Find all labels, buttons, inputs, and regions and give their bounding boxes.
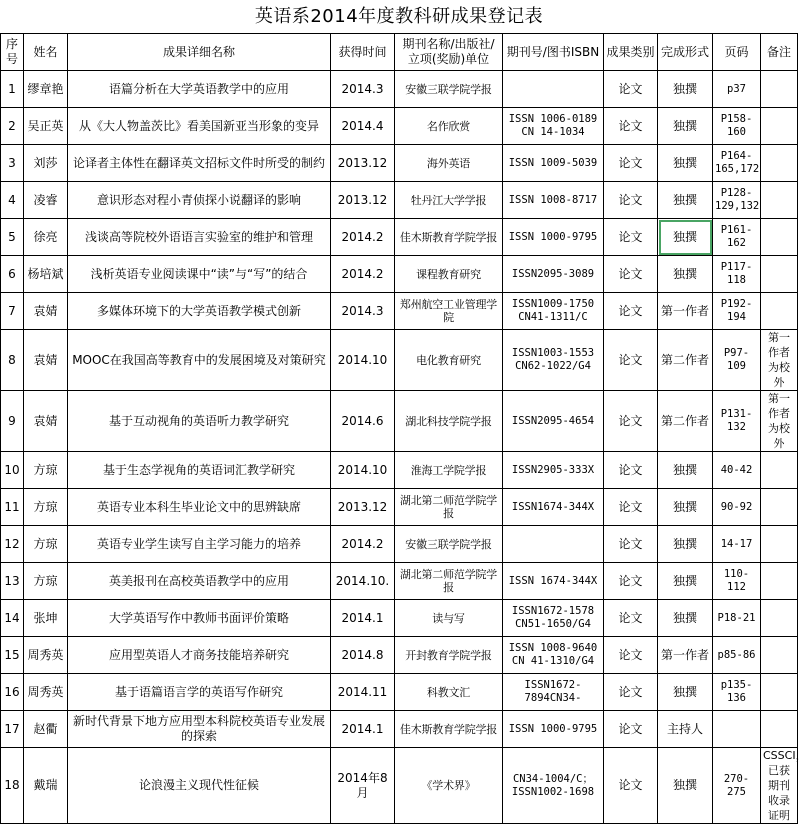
pages-cell[interactable]: P164-165,172 (713, 145, 761, 182)
category-cell[interactable]: 论文 (604, 489, 658, 526)
achievement-table (0, 33, 807, 824)
header-row (1, 34, 798, 71)
form-cell[interactable]: 第二作者 (658, 330, 713, 391)
table-row (1, 748, 798, 824)
issn-cell[interactable]: ISSN 1009-5039 (503, 145, 604, 182)
form-cell[interactable]: 独撰 (658, 489, 713, 526)
name-cell[interactable]: 赵衢 (24, 711, 68, 748)
header-cell[interactable]: 成果详细名称 (68, 34, 331, 71)
date-cell[interactable]: 2014年8月 (331, 748, 395, 824)
index-cell[interactable]: 11 (1, 489, 24, 526)
journal-cell[interactable]: 电化教育研究 (395, 330, 503, 391)
index-cell[interactable]: 1 (1, 71, 24, 108)
form-cell[interactable]: 独撰 (658, 748, 713, 824)
name-cell[interactable]: 袁婧 (24, 330, 68, 391)
header-cell[interactable]: 完成形式 (658, 34, 713, 71)
journal-cell[interactable]: 湖北科技学院学报 (395, 391, 503, 452)
journal-cell[interactable]: 淮海工学院学报 (395, 452, 503, 489)
category-cell[interactable]: 论文 (604, 71, 658, 108)
title-cell[interactable]: 意识形态对程小青侦探小说翻译的影响 (68, 182, 331, 219)
form-cell[interactable]: 主持人 (658, 711, 713, 748)
pages-cell[interactable]: P161-162 (713, 219, 761, 256)
title-cell[interactable]: 多媒体环境下的大学英语教学模式创新 (68, 293, 331, 330)
index-cell[interactable]: 17 (1, 711, 24, 748)
issn-cell[interactable]: ISSN2095-4654 (503, 391, 604, 452)
form-cell[interactable]: 第一作者 (658, 293, 713, 330)
date-cell[interactable]: 2014.2 (331, 219, 395, 256)
title-cell[interactable]: 从《大人物盖茨比》看美国新亚当形象的变异 (68, 108, 331, 145)
index-cell[interactable]: 8 (1, 330, 24, 391)
remark-cell[interactable] (761, 108, 798, 145)
issn-cell[interactable]: ISSN1672-7894CN34- (503, 674, 604, 711)
remark-cell[interactable] (761, 182, 798, 219)
date-cell[interactable]: 2014.4 (331, 108, 395, 145)
pages-cell[interactable]: P97-109 (713, 330, 761, 391)
remark-cell[interactable]: 第一作者为校外 (761, 391, 798, 452)
journal-cell[interactable]: 开封教育学院学报 (395, 637, 503, 674)
date-cell[interactable]: 2014.8 (331, 637, 395, 674)
category-cell[interactable]: 论文 (604, 391, 658, 452)
journal-cell[interactable]: 湖北第二师范学院学报 (395, 489, 503, 526)
title-cell[interactable]: 英语专业学生读写自主学习能力的培养 (68, 526, 331, 563)
header-cell[interactable]: 页码 (713, 34, 761, 71)
header-cell[interactable]: 获得时间 (331, 34, 395, 71)
form-cell[interactable]: 独撰 (658, 452, 713, 489)
category-cell[interactable]: 论文 (604, 452, 658, 489)
table-row (1, 108, 798, 145)
pages-cell[interactable]: P158-160 (713, 108, 761, 145)
issn-cell[interactable]: ISSN 1006-0189 CN 14-1034 (503, 108, 604, 145)
journal-cell[interactable]: 课程教育研究 (395, 256, 503, 293)
pages-cell[interactable]: 14-17 (713, 526, 761, 563)
table-row (1, 600, 798, 637)
header-cell[interactable]: 期刊号/图书ISBN (503, 34, 604, 71)
table-row (1, 330, 798, 391)
date-cell[interactable]: 2014.3 (331, 293, 395, 330)
name-cell[interactable]: 袁婧 (24, 293, 68, 330)
name-cell[interactable]: 吴正英 (24, 108, 68, 145)
pages-cell[interactable]: P117-118 (713, 256, 761, 293)
date-cell[interactable]: 2013.12 (331, 182, 395, 219)
table-row (1, 489, 798, 526)
name-cell[interactable]: 周秀英 (24, 637, 68, 674)
category-cell[interactable]: 论文 (604, 182, 658, 219)
pages-cell[interactable]: 110-112 (713, 563, 761, 600)
journal-cell[interactable]: 安徽三联学院学报 (395, 71, 503, 108)
date-cell[interactable]: 2014.11 (331, 674, 395, 711)
journal-cell[interactable]: 佳木斯教育学院学报 (395, 711, 503, 748)
category-cell[interactable]: 论文 (604, 526, 658, 563)
pages-cell[interactable]: 40-42 (713, 452, 761, 489)
table-row (1, 711, 798, 748)
title-cell[interactable]: 论浪漫主义现代性征候 (68, 748, 331, 824)
table-row (1, 256, 798, 293)
issn-cell[interactable]: ISSN1009-1750 CN41-1311/C (503, 293, 604, 330)
title-cell[interactable]: 浅析英语专业阅读课中“读”与“写”的结合 (68, 256, 331, 293)
journal-cell[interactable]: 郑州航空工业管理学院 (395, 293, 503, 330)
header-cell[interactable]: 备注 (761, 34, 798, 71)
index-cell[interactable]: 9 (1, 391, 24, 452)
journal-cell[interactable]: 科教文汇 (395, 674, 503, 711)
category-cell[interactable]: 论文 (604, 219, 658, 256)
name-cell[interactable]: 戴瑞 (24, 748, 68, 824)
table-row (1, 526, 798, 563)
title-cell[interactable]: 论译者主体性在翻译英文招标文件时所受的制约 (68, 145, 331, 182)
title-cell[interactable]: 新时代背景下地方应用型本科院校英语专业发展的探索 (68, 711, 331, 748)
name-cell[interactable]: 方琼 (24, 563, 68, 600)
table-row (1, 391, 798, 452)
index-cell[interactable]: 14 (1, 600, 24, 637)
index-cell[interactable]: 12 (1, 526, 24, 563)
header-cell[interactable]: 姓名 (24, 34, 68, 71)
form-cell[interactable]: 独撰 (658, 674, 713, 711)
date-cell[interactable]: 2013.12 (331, 489, 395, 526)
remark-cell[interactable] (761, 293, 798, 330)
index-cell[interactable]: 7 (1, 293, 24, 330)
category-cell[interactable]: 论文 (604, 748, 658, 824)
date-cell[interactable]: 2014.1 (331, 600, 395, 637)
pages-cell[interactable]: P131-132 (713, 391, 761, 452)
name-cell[interactable]: 方琼 (24, 452, 68, 489)
title-cell[interactable]: 浅谈高等院校外语语言实验室的维护和管理 (68, 219, 331, 256)
table-row (1, 293, 798, 330)
issn-cell[interactable] (503, 526, 604, 563)
name-cell[interactable]: 周秀英 (24, 674, 68, 711)
name-cell[interactable]: 张坤 (24, 600, 68, 637)
remark-cell[interactable] (761, 674, 798, 711)
category-cell[interactable]: 论文 (604, 711, 658, 748)
remark-cell[interactable] (761, 600, 798, 637)
category-cell[interactable]: 论文 (604, 330, 658, 391)
index-cell[interactable]: 3 (1, 145, 24, 182)
journal-cell[interactable]: 牡丹江大学学报 (395, 182, 503, 219)
date-cell[interactable]: 2014.1 (331, 711, 395, 748)
table-row (1, 71, 798, 108)
index-cell[interactable]: 5 (1, 219, 24, 256)
issn-cell[interactable]: ISSN 1000-9795 (503, 711, 604, 748)
issn-cell[interactable]: ISSN 1008-9640 CN 41-1310/G4 (503, 637, 604, 674)
journal-cell[interactable]: 湖北第二师范学院学报 (395, 563, 503, 600)
journal-cell[interactable]: 名作欣赏 (395, 108, 503, 145)
remark-cell[interactable] (761, 526, 798, 563)
issn-cell[interactable]: ISSN 1000-9795 (503, 219, 604, 256)
form-cell[interactable]: 独撰 (658, 71, 713, 108)
issn-cell[interactable]: ISSN 1008-8717 (503, 182, 604, 219)
name-cell[interactable]: 刘莎 (24, 145, 68, 182)
remark-cell[interactable] (761, 71, 798, 108)
category-cell[interactable]: 论文 (604, 108, 658, 145)
header-cell[interactable]: 成果类别 (604, 34, 658, 71)
category-cell[interactable]: 论文 (604, 600, 658, 637)
title-cell[interactable]: MOOC在我国高等教育中的发展困境及对策研究 (68, 330, 331, 391)
remark-cell[interactable] (761, 563, 798, 600)
form-cell[interactable]: 独撰 (658, 145, 713, 182)
index-cell[interactable]: 18 (1, 748, 24, 824)
title-cell[interactable]: 基于互动视角的英语听力教学研究 (68, 391, 331, 452)
title-cell[interactable]: 基于语篇语言学的英语写作研究 (68, 674, 331, 711)
title-cell[interactable]: 英语专业本科生毕业论文中的思辨缺席 (68, 489, 331, 526)
remark-cell[interactable]: 第一作者为校外 (761, 330, 798, 391)
index-cell[interactable]: 15 (1, 637, 24, 674)
pages-cell[interactable]: 270-275 (713, 748, 761, 824)
pages-cell[interactable]: P18-21 (713, 600, 761, 637)
remark-cell[interactable] (761, 489, 798, 526)
pages-cell[interactable]: p37 (713, 71, 761, 108)
name-cell[interactable]: 徐亮 (24, 219, 68, 256)
header-cell[interactable]: 序号 (1, 34, 24, 71)
journal-cell[interactable]: 安徽三联学院学报 (395, 526, 503, 563)
table-row (1, 145, 798, 182)
remark-cell[interactable] (761, 637, 798, 674)
category-cell[interactable]: 论文 (604, 563, 658, 600)
index-cell[interactable]: 13 (1, 563, 24, 600)
remark-cell[interactable] (761, 145, 798, 182)
category-cell[interactable]: 论文 (604, 293, 658, 330)
remark-cell[interactable]: CSSCI，已获期刊收录证明 (761, 748, 798, 824)
table-row (1, 182, 798, 219)
title-cell[interactable]: 基于生态学视角的英语词汇教学研究 (68, 452, 331, 489)
issn-cell[interactable]: ISSN 1674-344X (503, 563, 604, 600)
journal-cell[interactable]: 海外英语 (395, 145, 503, 182)
issn-cell[interactable]: ISSN1674-344X (503, 489, 604, 526)
index-cell[interactable]: 6 (1, 256, 24, 293)
title-cell[interactable]: 应用型英语人才商务技能培养研究 (68, 637, 331, 674)
category-cell[interactable]: 论文 (604, 145, 658, 182)
table-row (1, 563, 798, 600)
name-cell[interactable]: 缪章艳 (24, 71, 68, 108)
form-cell[interactable]: 独撰 (658, 219, 713, 256)
journal-cell[interactable]: 佳木斯教育学院学报 (395, 219, 503, 256)
issn-cell[interactable]: CN34-1004/C；ISSN1002-1698 (503, 748, 604, 824)
form-cell[interactable]: 独撰 (658, 563, 713, 600)
remark-cell[interactable] (761, 452, 798, 489)
issn-cell[interactable]: ISSN2095-3089 (503, 256, 604, 293)
index-cell[interactable]: 4 (1, 182, 24, 219)
pages-cell[interactable] (713, 711, 761, 748)
name-cell[interactable]: 凌睿 (24, 182, 68, 219)
pages-cell[interactable]: P128-129,132 (713, 182, 761, 219)
table-row (1, 452, 798, 489)
form-cell[interactable]: 独撰 (658, 108, 713, 145)
category-cell[interactable]: 论文 (604, 674, 658, 711)
category-cell[interactable]: 论文 (604, 256, 658, 293)
name-cell[interactable]: 方琼 (24, 526, 68, 563)
title-cell[interactable]: 英美报刊在高校英语教学中的应用 (68, 563, 331, 600)
date-cell[interactable]: 2014.10 (331, 452, 395, 489)
issn-cell[interactable] (503, 71, 604, 108)
sheet-title: 英语系2014年度教科研成果登记表 (254, 6, 544, 27)
title-cell[interactable]: 大学英语写作中教师书面评价策略 (68, 600, 331, 637)
pages-cell[interactable]: p135-136 (713, 674, 761, 711)
header-cell[interactable]: 期刊名称/出版社/立项(奖励)单位 (395, 34, 503, 71)
journal-cell[interactable]: 《学术界》 (395, 748, 503, 824)
form-cell[interactable]: 第一作者 (658, 637, 713, 674)
date-cell[interactable]: 2014.10. (331, 563, 395, 600)
index-cell[interactable]: 2 (1, 108, 24, 145)
form-cell[interactable]: 第二作者 (658, 391, 713, 452)
name-cell[interactable]: 杨培斌 (24, 256, 68, 293)
form-cell[interactable]: 独撰 (658, 600, 713, 637)
date-cell[interactable]: 2014.6 (331, 391, 395, 452)
pages-cell[interactable]: 90-92 (713, 489, 761, 526)
form-cell[interactable]: 独撰 (658, 526, 713, 563)
table-row (1, 674, 798, 711)
index-cell[interactable]: 10 (1, 452, 24, 489)
index-cell[interactable]: 16 (1, 674, 24, 711)
title-cell[interactable]: 语篇分析在大学英语教学中的应用 (68, 71, 331, 108)
remark-cell[interactable] (761, 219, 798, 256)
date-cell[interactable]: 2014.2 (331, 256, 395, 293)
name-cell[interactable]: 方琼 (24, 489, 68, 526)
issn-cell[interactable]: ISSN2905-333X (503, 452, 604, 489)
form-cell[interactable]: 独撰 (658, 256, 713, 293)
name-cell[interactable]: 袁婧 (24, 391, 68, 452)
issn-cell[interactable]: ISSN1672-1578 CN51-1650/G4 (503, 600, 604, 637)
remark-cell[interactable] (761, 711, 798, 748)
table-row (1, 637, 798, 674)
form-cell[interactable]: 独撰 (658, 182, 713, 219)
date-cell[interactable]: 2014.10 (331, 330, 395, 391)
issn-cell[interactable]: ISSN1003-1553 CN62-1022/G4 (503, 330, 604, 391)
remark-cell[interactable] (761, 256, 798, 293)
pages-cell[interactable]: p85-86 (713, 637, 761, 674)
date-cell[interactable]: 2013.12 (331, 145, 395, 182)
date-cell[interactable]: 2014.3 (331, 71, 395, 108)
journal-cell[interactable]: 读与写 (395, 600, 503, 637)
date-cell[interactable]: 2014.2 (331, 526, 395, 563)
table-row (1, 219, 798, 256)
category-cell[interactable]: 论文 (604, 637, 658, 674)
pages-cell[interactable]: P192-194 (713, 293, 761, 330)
